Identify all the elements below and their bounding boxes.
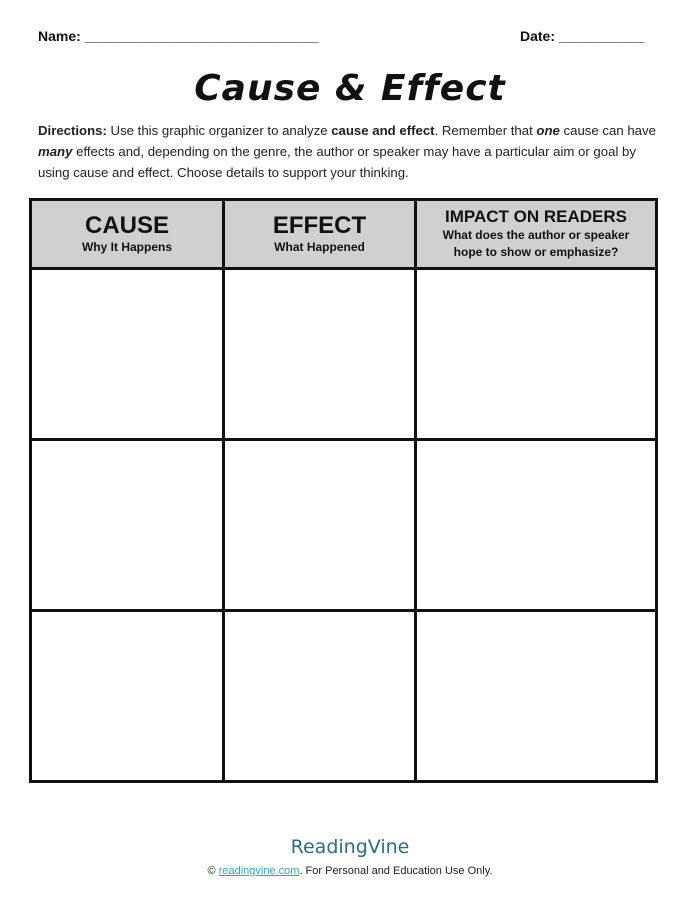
directions-label: Directions: (38, 123, 107, 138)
effect-cell[interactable] (224, 611, 416, 782)
impact-cell[interactable] (416, 440, 657, 611)
column-header-effect (224, 200, 416, 269)
effect-cell[interactable] (224, 269, 416, 440)
footer-copyright (0, 865, 700, 877)
column-header-cause (31, 200, 224, 269)
column-subtitle: What does the author or speaker hope to show or emphasize? (442, 228, 630, 259)
organizer-table (29, 198, 658, 783)
column-title: IMPACT ON READERS (445, 207, 627, 226)
column-title: EFFECT (272, 211, 367, 239)
footer-text: . For Personal and Education Use Only. (299, 865, 493, 877)
directions-text: cause can have (559, 123, 656, 138)
cause-cell[interactable] (31, 269, 224, 440)
date-line[interactable]: ___________ (558, 28, 645, 44)
readingvine-logo: ReadingVine (290, 836, 410, 858)
date-field[interactable] (520, 28, 645, 44)
name-label: Name: (38, 28, 81, 44)
directions (38, 120, 668, 183)
table-header-row (31, 200, 657, 269)
cause-cell[interactable] (31, 611, 224, 782)
directions-text: Use this graphic organizer to analyze (106, 123, 332, 138)
impact-cell[interactable] (416, 611, 657, 782)
name-line[interactable]: ______________________________ (84, 28, 319, 44)
directions-bold: cause and effect (331, 123, 435, 138)
directions-text: . Remember that (434, 123, 537, 138)
directions-emphasis: many (38, 144, 73, 159)
page-title: Cause & Effect (194, 68, 506, 109)
impact-cell[interactable] (416, 269, 657, 440)
table-row (31, 611, 657, 782)
readingvine-link[interactable]: readingvine.com (218, 865, 300, 877)
effect-cell[interactable] (224, 440, 416, 611)
column-subtitle: What Happened (274, 239, 365, 254)
name-field[interactable] (38, 28, 318, 44)
table-row (31, 269, 657, 440)
column-title: CAUSE (84, 211, 169, 239)
column-subtitle: Why It Happens (81, 239, 172, 254)
date-label: Date: (520, 28, 556, 44)
copyright-symbol: © (207, 865, 216, 877)
directions-emphasis: one (536, 123, 560, 138)
cause-cell[interactable] (31, 440, 224, 611)
directions-text: effects and, depending on the genre, the author or speaker may have a particular aim or goal by using cause and effect. Choose details to support your thinking. (38, 144, 636, 180)
table-row (31, 440, 657, 611)
column-header-impact (416, 200, 657, 269)
